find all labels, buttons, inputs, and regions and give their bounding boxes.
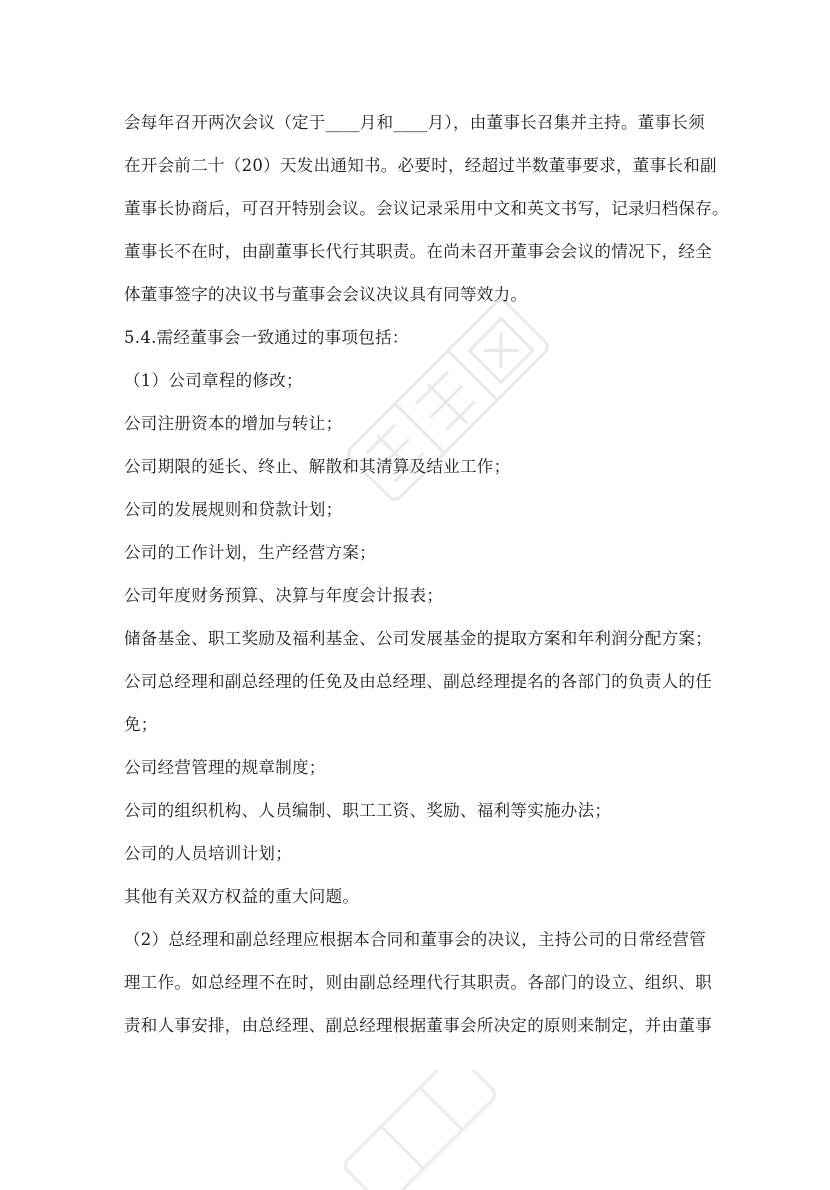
list-item: 公司的工作计划，生产经营方案； xyxy=(124,543,376,562)
section-heading: 5.4.需经董事会一致通过的事项包括： xyxy=(124,328,409,347)
list-item: 公司的组织机构、人员编制、职工工资、奖励、福利等实施办法； xyxy=(124,801,612,820)
list-item: 公司经营管理的规章制度； xyxy=(124,758,326,777)
text-line: 董事长不在时，由副董事长代行其职责。在尚未召开董事会会议的情况下，经全 xyxy=(124,242,712,261)
list-item: 储备基金、职工奖励及福利基金、公司发展基金的提取方案和年利润分配方案； xyxy=(124,629,712,648)
text-line: 在开会前二十（20）天发出通知书。必要时，经超过半数董事要求，董事长和副 xyxy=(124,156,717,175)
watermark-logo xyxy=(318,270,578,530)
text-line: 董事长协商后，可召开特别会议。会议记录采用中文和英文书写，记录归档保存。 xyxy=(124,199,729,218)
list-item: 公司年度财务预算、决算与年度会计报表； xyxy=(124,586,444,605)
watermark-logo-bottom xyxy=(300,1070,540,1190)
list-item: 公司期限的延长、终止、解散和其清算及结业工作； xyxy=(124,457,511,476)
text-line: （2）总经理和副总经理应根据本合同和董事会的决议，主持公司的日常经营管 xyxy=(124,930,706,949)
list-item: 其他有关双方权益的重大问题。 xyxy=(124,887,360,906)
list-item: 公司总经理和副总经理的任免及由总经理、副总经理提名的各部门的负责人的任 xyxy=(124,672,712,691)
text-line: 会每年召开两次会议（定于____月和____月），由董事长召集并主持。董事长须 xyxy=(124,113,705,132)
list-item: 公司注册资本的增加与转让； xyxy=(124,414,343,433)
text-line: 责和人事安排，由总经理、副总经理根据董事会所决定的原则来制定，并由董事 xyxy=(124,1016,712,1035)
list-item: 公司的发展规则和贷款计划； xyxy=(124,500,343,519)
list-item: 免； xyxy=(124,715,158,734)
list-item: （1）公司章程的修改； xyxy=(124,371,303,390)
text-line: 理工作。如总经理不在时，则由副总经理代行其职责。各部门的设立、组织、职 xyxy=(124,973,712,992)
text-line: 体董事签字的决议书与董事会会议决议具有同等效力。 xyxy=(124,285,528,304)
list-item: 公司的人员培训计划； xyxy=(124,844,292,863)
